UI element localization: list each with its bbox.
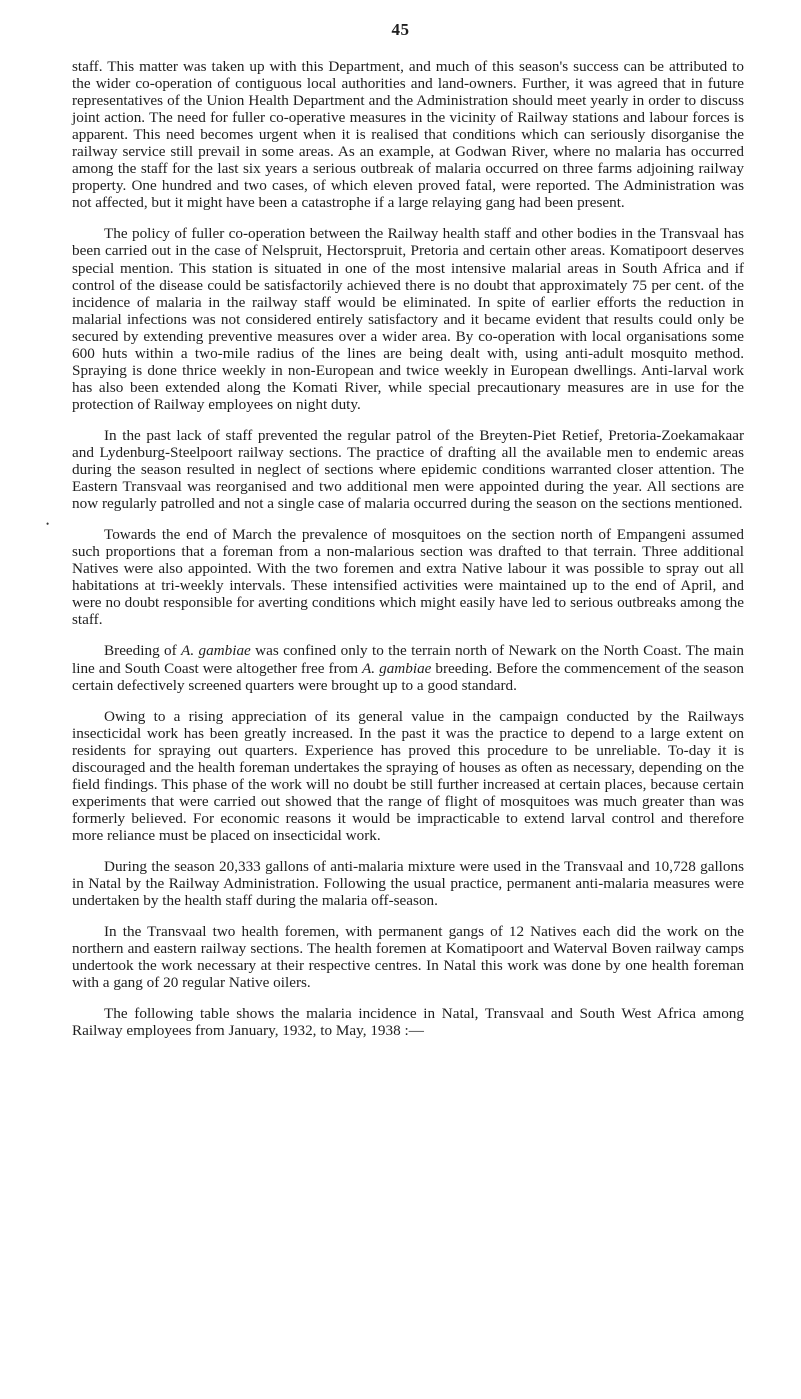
- body-text: [72, 58, 744, 1039]
- paragraph-gambiae-breeding: Breeding of A. gambiae was confined only to the terrain north of Newark on the North Coast. The main line and South Coast were altogether free from A. gambiae breeding. Before the commencement of the season certain defectively screened quarters were brought up to a good standard.: [72, 642, 744, 694]
- species-name: A. gambiae: [362, 659, 432, 677]
- paragraph-staff-cooperation: staff. This matter was taken up with this Department, and much of this season's success can be attributed to the wider co-operation of contiguous local authorities and land-owners. Further, it was agreed that in future representatives of the Union Health Department and the Administration should meet yearly in order to discuss joint action. The need for fuller co-operative measures in the vicinity of Railway stations and labour forces is apparent. This need becomes urgent when it is realised that conditions which can seriously disorganise the railway service still prevail in some areas. As an example, at Godwan River, where no malaria has occurred among the staff for the last six years a serious outbreak of malaria occurred on three farms adjoining railway property. One hundred and two cases, of which eleven proved fatal, were reported. The Administration was not affected, but it might have been a catastrophe if a large relaying gang had been present.: [72, 58, 744, 212]
- paragraph-empangeni: Towards the end of March the prevalence of mosquitoes on the section north of Empangeni assumed such proportions that a foreman from a non-malarious section was drafted to that terrain. Three additional Natives were also appointed. With the two foremen and extra Native labour it was possible to spray out all habitations at tri-weekly intervals. These intensified activities were maintained up to the end of April, and were no doubt responsible for averting conditions which might easily have led to serious outbreaks among the staff.: [72, 526, 744, 629]
- page-number: 45: [391, 20, 410, 39]
- paragraph-mixture-usage: During the season 20,333 gallons of anti-malaria mixture were used in the Transvaal and 10,728 gallons in Natal by the Railway Administration. Following the usual practice, permanent anti-malaria measures were undertaken by the health staff during the malaria off-season.: [72, 857, 744, 910]
- paragraph-table-intro: The following table shows the malaria incidence in Natal, Transvaal and South West Africa among Railway employees from January, 1932, to May, 1938 :—: [72, 1005, 744, 1040]
- margin-bullet-mark: •: [46, 519, 50, 529]
- paragraph-health-foremen: In the Transvaal two health foremen, with permanent gangs of 12 Natives each did the work on the northern and eastern railway sections. The health foremen at Komatipoort and Waterval Boven railway camps undertook the work necessary at their respective centres. In Natal this work was done by one health foreman with a gang of 20 regular Native oilers.: [72, 923, 744, 992]
- paragraph-patrol-sections: In the past lack of staff prevented the regular patrol of the Breyten-Piet Retief, Pretoria-Zoekamakaar and Lydenburg-Steelpoort railway sections. The practice of drafting all the available men to endemic areas during the season resulted in neglect of sections where epidemic conditions warranted closer attention. The Eastern Transvaal was reorganised and two additional men were appointed during the year. All sections are now regularly patrolled and not a single case of malaria occurred during the season on the sections mentioned.: [72, 426, 744, 513]
- species-name: A. gambiae: [181, 642, 251, 660]
- paragraph-insecticidal-work: Owing to a rising appreciation of its general value in the campaign conducted by the Railways insecticidal work has been greatly increased. In the past it was the practice to depend to a large extent on residents for spraying out quarters. Experience has proved this procedure to be unreliable. To-day it is discouraged and the health foreman undertakes the spraying of houses as often as necessary, depending on the field findings. This phase of the work will no doubt be still further increased at certain places, because certain experiments that were carried out showed that the range of flight of mosquitoes was much greater than was formerly believed. For economic reasons it would be impracticable to extend larval control and therefore more reliance must be placed on insecticidal work.: [72, 707, 744, 844]
- paragraph-transvaal-policy: The policy of fuller co-operation between the Railway health staff and other bodies in the Transvaal has been carried out in the case of Nelspruit, Hectorspruit, Pretoria and certain other areas. Komatipoort deserves special mention. This station is situated in one of the most intensive malarial areas in South Africa and if control of the disease could be satisfactorily achieved there is no doubt that approximately 75 per cent. of the incidence of malaria in the railway staff would be eliminated. In spite of earlier efforts the reduction in malarial infections was not considered entirely satisfactory and it became evident that results could only be secured by extending preventive measures over a wider area. By co-operation with local organisations some 600 huts within a two-mile radius of the lines are being dealt with, using anti-adult mosquito method. Spraying is done thrice weekly in non-European and twice weekly in European dwellings. Anti-larval work has also been extended along the Komati River, while special precautionary measures are in use for the protection of Railway employees on night duty.: [72, 225, 744, 413]
